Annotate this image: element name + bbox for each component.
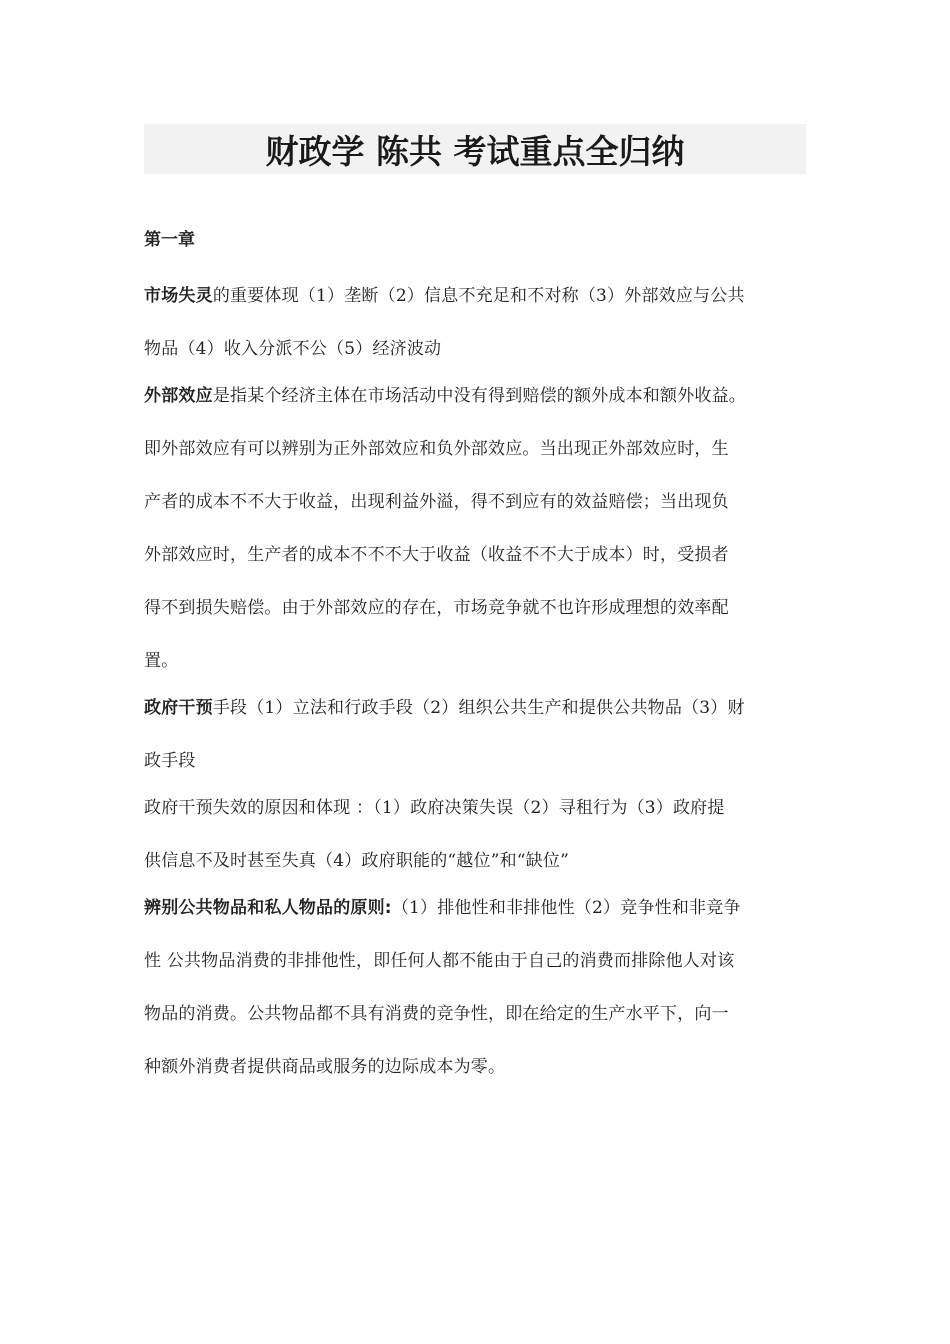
paragraph-text: 政府干预失效的原因和体现 ：（1）政府决策失误（2）寻租行为（3）政府提 bbox=[144, 798, 725, 818]
paragraph-text: 的重要体现（1）垄断（2）信息不充足和不对称（3）外部效应与公共 bbox=[212, 286, 745, 306]
document-body bbox=[144, 222, 806, 1088]
paragraph-text: 政手段 bbox=[144, 751, 196, 771]
paragraph-line bbox=[144, 1041, 806, 1094]
paragraph-line bbox=[144, 323, 806, 376]
paragraph-text: （1）排他性和非排他性（2）竞争性和非竞争 bbox=[391, 898, 741, 918]
paragraph-line bbox=[144, 582, 806, 635]
paragraph bbox=[144, 882, 806, 1094]
paragraph-text: 性 公共物品消费的非排他性，即任何人都不能由于自己的消费而排除他人对该 bbox=[144, 951, 735, 971]
paragraph-text: 产者的成本不不大于收益，出现利益外溢，得不到应有的效益赔偿；当出现负 bbox=[144, 492, 729, 512]
paragraph bbox=[144, 782, 806, 888]
paragraph-line bbox=[144, 835, 806, 888]
paragraph-line bbox=[144, 635, 806, 688]
paragraph bbox=[144, 370, 806, 688]
paragraph-line bbox=[144, 882, 806, 935]
paragraph-line bbox=[144, 423, 806, 476]
paragraph-text: 得不到损失赔偿。由于外部效应的存在，市场竞争就不也许形成理想的效率配 bbox=[144, 598, 729, 618]
paragraph bbox=[144, 270, 806, 376]
paragraph-text: 物品的消费。公共物品都不具有消费的竞争性，即在给定的生产水平下，向一 bbox=[144, 1004, 729, 1024]
paragraph-lead-term: 市场失灵 bbox=[144, 286, 213, 306]
paragraph-lead-term: 辨别公共物品和私人物品的原则: bbox=[144, 898, 392, 918]
title-banner bbox=[144, 124, 806, 174]
paragraph-lead-term: 政府干预 bbox=[144, 698, 213, 718]
paragraph-line bbox=[144, 270, 806, 323]
paragraph-text: 即外部效应有可以辨别为正外部效应和负外部效应。当出现正外部效应时，生 bbox=[144, 439, 729, 459]
paragraph-list bbox=[144, 270, 806, 1094]
paragraph-text: 供信息不及时甚至失真（4）政府职能的“越位”和“缺位” bbox=[144, 851, 569, 871]
chapter-heading: 第一章 bbox=[144, 230, 195, 250]
paragraph-line bbox=[144, 476, 806, 529]
paragraph-line bbox=[144, 735, 806, 788]
paragraph-text: 置。 bbox=[144, 651, 179, 671]
paragraph bbox=[144, 682, 806, 788]
paragraph-line bbox=[144, 529, 806, 582]
paragraph-text: 是指某个经济主体在市场活动中没有得到赔偿的额外成本和额外收益。 bbox=[212, 386, 747, 406]
paragraph-line bbox=[144, 935, 806, 988]
paragraph-text: 手段（1）立法和行政手段（2）组织公共生产和提供公共物品（3）财 bbox=[212, 698, 745, 718]
paragraph-line bbox=[144, 988, 806, 1041]
paragraph-line bbox=[144, 782, 806, 835]
paragraph-text: 种额外消费者提供商品或服务的边际成本为零。 bbox=[144, 1057, 506, 1077]
document-title: 财政学 陈共 考试重点全归纳 bbox=[265, 131, 685, 171]
paragraph-text: 外部效应时，生产者的成本不不不大于收益（收益不不大于成本）时，受损者 bbox=[144, 545, 729, 565]
paragraph-lead-term: 外部效应 bbox=[144, 386, 213, 406]
paragraph-line bbox=[144, 370, 806, 423]
paragraph-text: 物品（4）收入分派不公（5）经济波动 bbox=[144, 339, 442, 359]
paragraph-line bbox=[144, 682, 806, 735]
